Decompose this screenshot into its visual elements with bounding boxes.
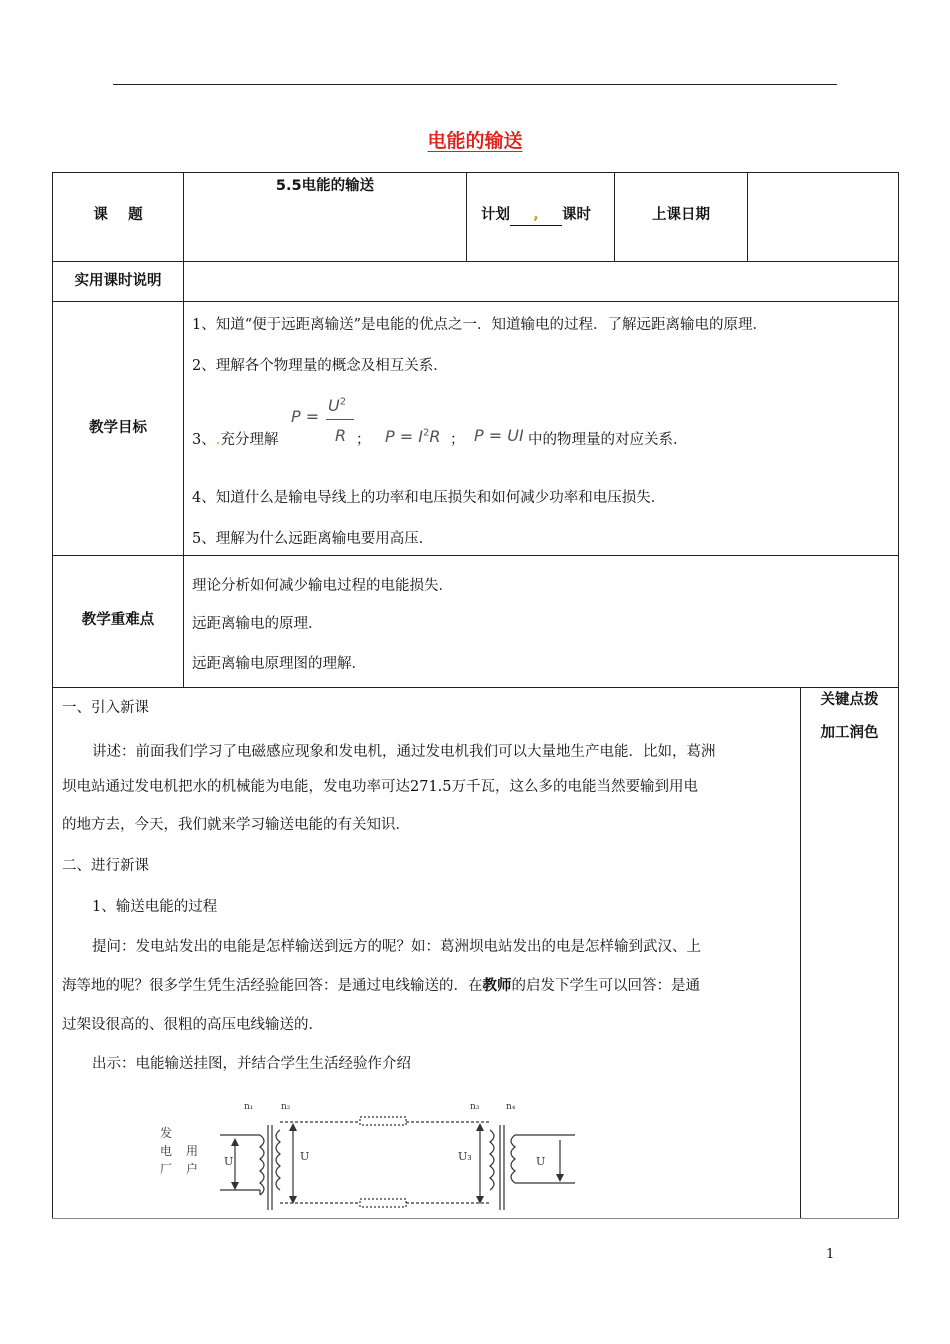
bold-term: 教师 — [482, 978, 512, 994]
formula-p-i2r: $P = I^2R$ — [385, 427, 441, 446]
paragraph-line: 提问：发电站发出的电能是怎样输送到远方的呢？如：葛洲坝电站发出的电是怎样输到武汉、上 — [92, 939, 701, 955]
topic-value: 5.5电能的输送 — [275, 178, 375, 194]
transmission-diagram-svg — [150, 1100, 590, 1215]
n3-label: n₃ — [470, 1102, 480, 1112]
plan-hours — [481, 205, 591, 226]
plan-prefix: 计划 — [481, 207, 510, 223]
header-rule — [113, 84, 837, 85]
formula-p-u2-r-den: R — [335, 426, 347, 445]
paragraph-line: 坝电站通过发电机把水的机械能为电能，发电功率可达271.5万千瓦，这么多的电能当然要输到用电 — [62, 779, 699, 795]
objective-item-3 — [192, 430, 278, 450]
subsection-heading: 1、输送电能的过程 — [92, 899, 218, 915]
separator: ； — [450, 432, 465, 448]
difficulty-item: 远距离输电原理图的理解． — [192, 656, 366, 672]
objective-item: 4、知道什么是输电导线上的功率和电压损失和如何减少功率和电压损失． — [192, 490, 666, 506]
formula-p-ui: P = UI — [474, 426, 524, 445]
difficulty-item: 远距离输电的原理． — [192, 616, 323, 632]
item3-text: 充分理解 — [220, 432, 279, 448]
document-title: 电能的输送 — [427, 130, 523, 152]
u3-label: U₃ — [458, 1150, 472, 1163]
plan-blank: , — [510, 205, 562, 226]
topic-label: 课 题 — [93, 207, 143, 223]
transmission-diagram — [150, 1100, 590, 1215]
separator: ； — [356, 432, 371, 448]
fraction-bar — [326, 419, 354, 420]
item3-prefix: 3、 — [192, 432, 216, 448]
consumer-label: 用 户 — [186, 1144, 199, 1176]
n4-label: n₄ — [506, 1102, 516, 1112]
formula-p-u2-r-num: $U^2$ — [328, 396, 347, 415]
u-right-label: U — [536, 1155, 546, 1168]
paragraph-line: 出示：电能输送挂图，并结合学生生活经验作介绍 — [92, 1056, 411, 1072]
side-note-polish: 加工润色 — [820, 725, 879, 741]
item3-mark: . — [215, 432, 221, 448]
difficulty-item: 理论分析如何减少输电过程的电能损失． — [192, 578, 453, 594]
power-plant-label: 发 电 厂 — [160, 1126, 173, 1176]
paragraph-line: 讲述：前面我们学习了电磁感应现象和发电机，通过发电机我们可以大量地生产电能．比如，葛洲 — [92, 744, 716, 760]
plan-suffix: 课时 — [562, 207, 591, 223]
formula-p-u2-r-lhs: P = — [291, 407, 320, 426]
section-heading: 二、进行新课 — [62, 858, 149, 874]
paragraph-line: 过架设很高的、很粗的高压电线输送的． — [62, 1017, 323, 1033]
date-label: 上课日期 — [652, 207, 710, 223]
u-mid-label: U — [300, 1150, 310, 1163]
n1-label: n₁ — [244, 1102, 254, 1112]
item3-suffix: 中的物理量的对应关系． — [528, 432, 688, 448]
paragraph-line: 海等地的呢？很多学生凭生活经验能回答：是通过电线输送的．在教师的启发下学生可以回答：是通 — [62, 978, 700, 994]
paragraph-line: 的地方去，今天，我们就来学习输送电能的有关知识． — [62, 817, 410, 833]
objectives-label: 教学目标 — [89, 420, 147, 436]
objective-item: 2、理解各个物理量的概念及相互关系． — [192, 358, 448, 374]
n2-label: n₂ — [281, 1102, 291, 1112]
side-note-key-points: 关键点拨 — [820, 692, 879, 708]
page-number: 1 — [826, 1247, 835, 1262]
objective-item: 5、理解为什么远距离输电要用高压． — [192, 531, 434, 547]
practical-label: 实用课时说明 — [74, 273, 162, 289]
section-heading: 一、引入新课 — [62, 700, 149, 716]
difficulties-label: 教学重难点 — [81, 612, 155, 628]
objective-item: 1、知道“便于远距离输送”是电能的优点之一．知道输电的过程．了解远距离输电的原理． — [192, 317, 768, 333]
u-left-label: U — [224, 1155, 234, 1168]
